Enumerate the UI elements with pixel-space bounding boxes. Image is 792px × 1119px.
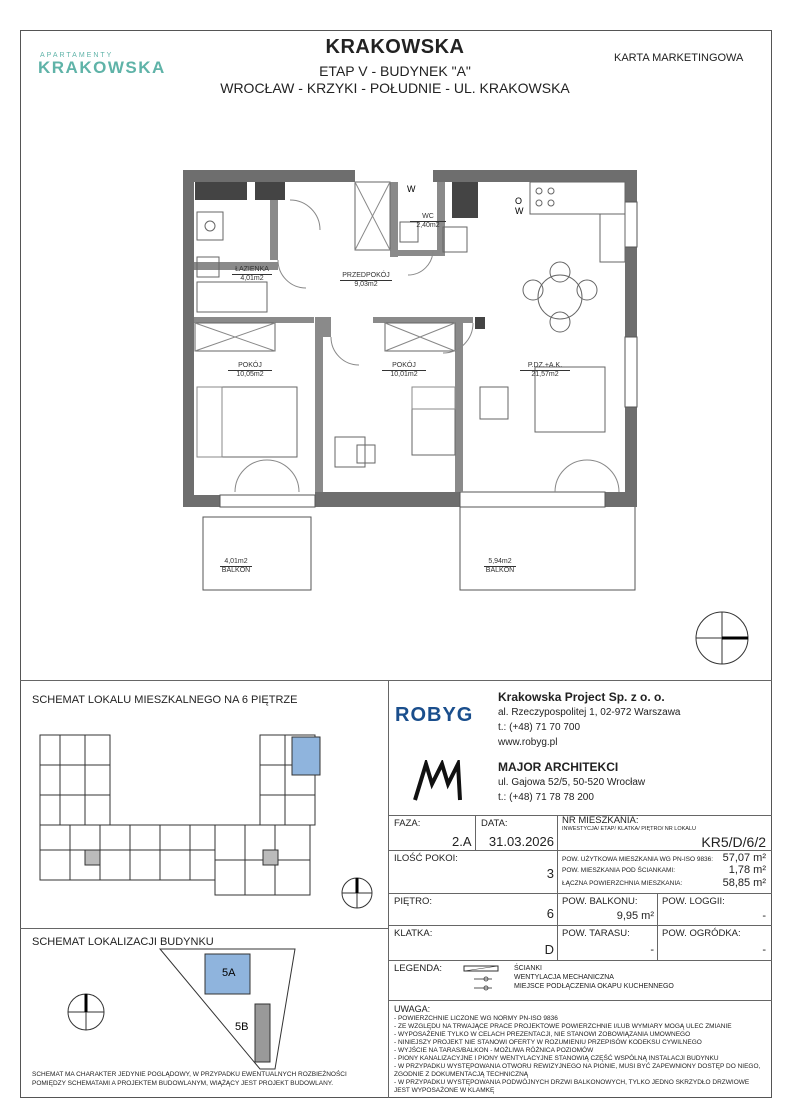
- faza-value: 2.A: [452, 834, 472, 849]
- note-item: - WYPOSAŻENIE TYLKO W CELACH PREZENTACJI, NIE STANOWI ZOBOWIĄZANIA UMOWNEGO: [394, 1031, 691, 1038]
- note-item: - ZE WZGLĘDU NA TRWAJĄCE PRACE PROJEKTOWE POWIERZCHNIE I/LUB WYMIARY MOGĄ ULEC ZMIANIE: [394, 1023, 732, 1030]
- note-item: - W PRZYPADKU WYSTĘPOWANIA PODWÓJNYCH DRZWI BALKONOWYCH, TYLKO JEDNO SKRZYDŁO DRZWIOWE JEST WYPOSAŻONE W KLAMKĘ: [394, 1079, 750, 1094]
- architect-phone: t.: (+48) 71 78 78 200: [498, 792, 594, 803]
- location-compass-icon: [66, 992, 106, 1032]
- legend-icons: [462, 964, 502, 996]
- architect-logo-icon: [412, 760, 464, 802]
- nr-label: NR MIESZKANIA:: [562, 815, 639, 826]
- note-item: - PIONY KANALIZACYJNE I PIONY WENTYLACYJNE STANOWIĄ CZĘŚĆ WSPÓLNĄ INSTALACJI BUDYNKU: [394, 1055, 719, 1062]
- note-item: - WYJŚCIE NA TARAS/BALKON - MOŻLIWA RÓŻNICA POZIOMÓW: [394, 1047, 594, 1054]
- plan-mark-w: W: [407, 184, 416, 194]
- room-label-balkon-1: 4,01m2 BALKON: [221, 558, 251, 574]
- pietro-label: PIĘTRO:: [394, 896, 433, 907]
- data-value: 31.03.2026: [488, 834, 554, 849]
- architect-name: MAJOR ARCHITEKCI: [498, 760, 619, 774]
- building-5b-label: 5B: [235, 1021, 249, 1033]
- legend-item-hood: MIEJSCE PODŁĄCZENIA OKAPU KUCHENNEGO: [514, 983, 674, 990]
- taras-label: POW. TARASU:: [562, 928, 630, 939]
- schema-disclaimer: SCHEMAT MA CHARAKTER JEDYNIE POGLĄDOWY, W PRZYPADKU EWENTUALNYCH ROZBIEŻNOŚCI POMIĘDZY SCHEMATAMI A PROJEKTEM BUDOWLANYM, WIĄŻĄCY JEST PROJEKT BUDOWLANY.: [32, 1071, 347, 1087]
- room-label-salon: P.DZ.+A.K. 21,57m2: [520, 362, 570, 379]
- balkon-label: POW. BALKONU:: [562, 896, 638, 907]
- page-location: WROCŁAW - KRZYKI - POŁUDNIE - UL. KRAKOWSKA: [220, 80, 570, 96]
- room-label-pokoj-1: POKÓJ 10,05m2: [228, 362, 272, 379]
- ogrodek-value: -: [762, 944, 766, 956]
- location-schema: [150, 944, 300, 1074]
- header: [200, 36, 590, 96]
- uzytkowa-value: 57,07 m²: [722, 852, 766, 864]
- brand-name-top: APARTAMENTY: [40, 52, 114, 59]
- plan-mark-w2: W: [515, 206, 524, 216]
- uzytkowa-label: POW. UŻYTKOWA MIESZKANIA WG PN-ISO 9836:: [562, 856, 714, 863]
- taras-value: -: [650, 944, 654, 956]
- pod-scianami-label: POW. MIESZKANIA POD ŚCIANKAMI:: [562, 867, 676, 874]
- page-title: KRAKOWSKA: [325, 36, 465, 58]
- pietro-value: 6: [546, 906, 554, 921]
- developer-phone: t.: (+48) 71 70 700: [498, 722, 581, 733]
- notes-list: [394, 1015, 764, 1095]
- room-label-wc: WC 2,40m2: [410, 213, 446, 230]
- data-label: DATA:: [481, 818, 508, 829]
- room-label-przedpokoj: PRZEDPOKÓJ 9,03m2: [340, 272, 392, 289]
- page-subtitle: ETAP V - BUDYNEK "A": [319, 63, 471, 79]
- developer-address: al. Rzeczypospolitej 1, 02-972 Warszawa: [498, 707, 681, 718]
- note-item: - NINIEJSZY PROJEKT NIE STANOWI OFERTY W ROZUMIENIU PRZEPISÓW KODEKSU CYWILNEGO: [394, 1039, 702, 1046]
- architect-info: [498, 760, 645, 805]
- ogrodek-label: POW. OGRÓDKA:: [662, 928, 741, 939]
- architect-address: ul. Gajowa 52/5, 50-520 Wrocław: [498, 777, 646, 788]
- room-label-pokoj-2: POKÓJ 10,01m2: [382, 362, 426, 379]
- room-label-balkon-2: 5,94m2 BALKON: [485, 558, 515, 574]
- brand-name-main: KRAKOWSKA: [38, 58, 166, 77]
- floor-schema-title: SCHEMAT LOKALU MIESZKALNEGO NA 6 PIĘTRZE: [32, 694, 298, 706]
- doc-type: KARTA MARKETINGOWA: [614, 52, 744, 64]
- faza-label: FAZA:: [394, 818, 421, 829]
- compass-icon: [694, 610, 750, 666]
- nr-value: KR5/D/6/2: [701, 834, 766, 850]
- schema-compass-icon: [340, 876, 374, 910]
- developer-name: Krakowska Project Sp. z o. o.: [498, 690, 665, 704]
- balkon-value: 9,95 m²: [616, 910, 654, 922]
- pokoi-label: ILOŚĆ POKOI:: [394, 853, 458, 864]
- floor-schema: [30, 730, 360, 910]
- note-item: - POWIERZCHNIE LICZONE WG NORMY PN-ISO 9836: [394, 1015, 558, 1022]
- developer-info: [498, 690, 681, 750]
- location-schema-title: SCHEMAT LOKALIZACJI BUDYNKU: [32, 936, 214, 948]
- notes-title: UWAGA:: [394, 1004, 431, 1014]
- robyg-logo: ROBYG: [395, 704, 474, 726]
- loggia-value: -: [762, 910, 766, 922]
- brand-logo: [38, 52, 178, 78]
- legend-title: LEGENDA:: [394, 963, 443, 974]
- nr-sublabel: INWESTYCJA/ ETAP/ KLATKA/ PIĘTRO/ NR LOKALU: [562, 826, 696, 832]
- legend-item-ventilation: WENTYLACJA MECHANICZNA: [514, 974, 614, 981]
- legend-list: [514, 964, 674, 991]
- room-label-lazienka: ŁAZIENKA 4,01m2: [232, 266, 272, 283]
- loggia-label: POW. LOGGII:: [662, 896, 725, 907]
- klatka-label: KLATKA:: [394, 928, 433, 939]
- klatka-value: D: [544, 942, 554, 957]
- plan-mark-o: O: [515, 196, 523, 206]
- note-item: - W PRZYPADKU WYSTĘPOWANIA OTWORU REWIZYJNEGO NA PIONIE, MUSI BYĆ ZAPEWNIONY DOSTĘP DO NIEGO, ZGODNIE Z DOKUMENTACJĄ TECHNICZNĄ: [394, 1063, 761, 1078]
- pokoi-value: 3: [546, 866, 554, 881]
- laczna-value: 58,85 m²: [722, 877, 766, 889]
- building-5a-label: 5A: [222, 967, 236, 979]
- laczna-label: ŁĄCZNA POWIERZCHNIA MIESZKANIA:: [562, 880, 683, 887]
- developer-web: www.robyg.pl: [498, 737, 558, 748]
- legend-item-walls: ŚCIANKI: [514, 965, 543, 972]
- pod-scianami-value: 1,78 m²: [728, 864, 766, 876]
